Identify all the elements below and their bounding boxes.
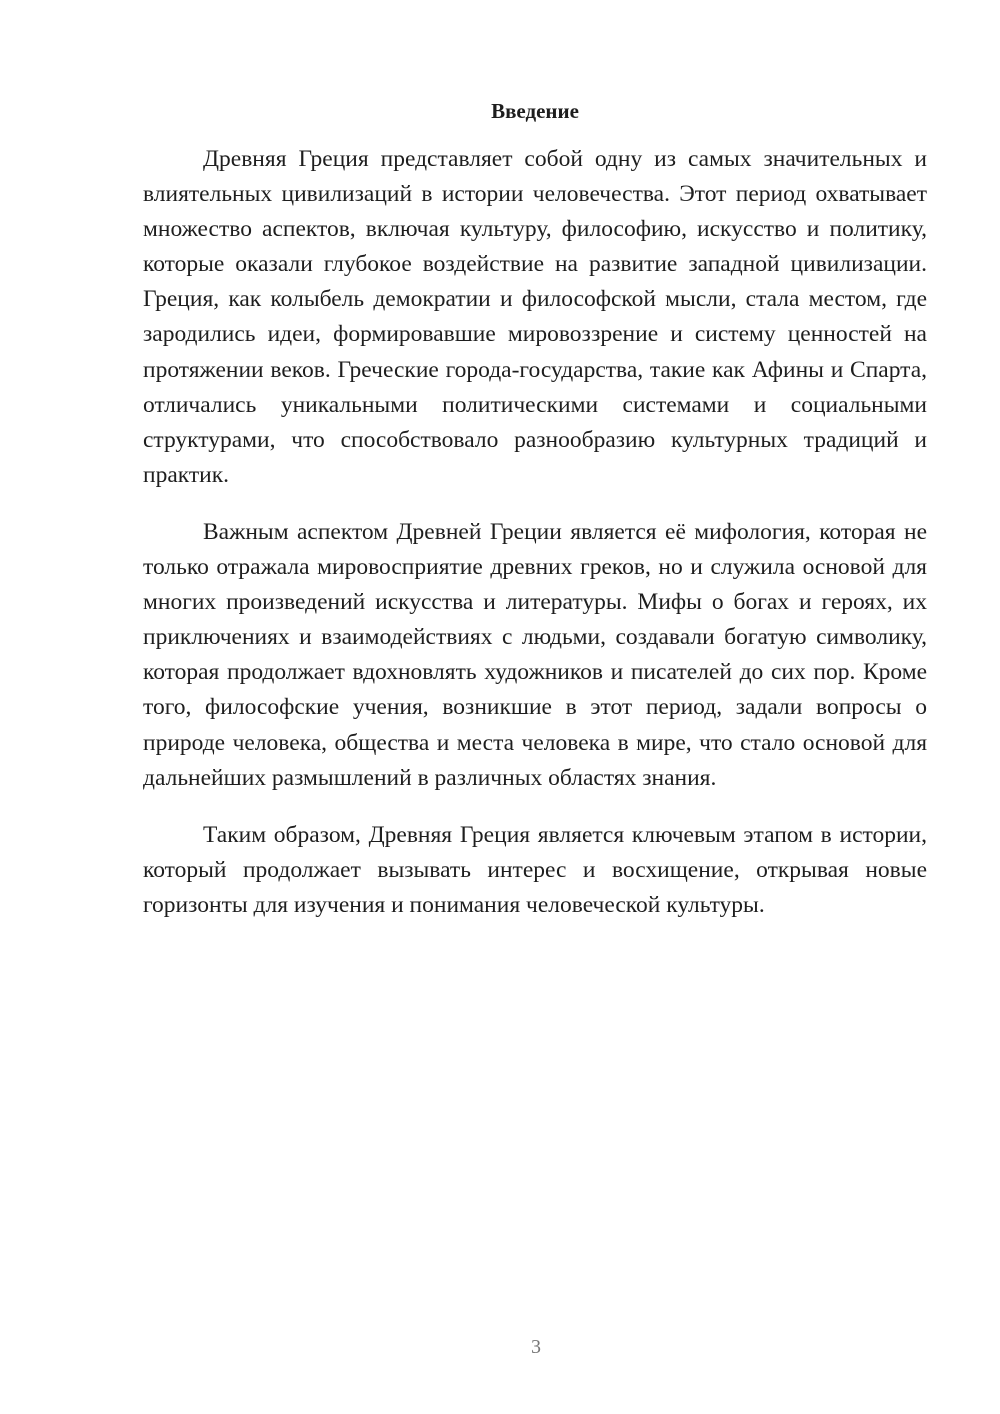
section-heading: Введение [491,99,579,123]
document-body [143,142,927,945]
paragraph-mythology: Важным аспектом Древней Греции является её мифология, которая не только отражала мировосприятие древних греков, но и служила основой для многих произведений искусства и литературы. Мифы о богах и героях, их приключениях и взаимодействиях с людьми, создавали богатую символику, которая продолжает вдохновлять художников и писателей до сих пор. Кроме того, философские учения, возникшие в этот период, задали вопросы о природе человека, общества и места человека в мире, что стало основой для дальнейших размышлений в различных областях знания. [143,518,927,791]
page-number: 3 [531,1336,541,1358]
paragraph-conclusion: Таким образом, Древняя Греция является ключевым этапом в истории, который продолжает вызывать интерес и восхищение, открывая новые горизонты для изучения и понимания человеческой культуры. [143,821,927,918]
paragraph-intro: Древняя Греция представляет собой одну из самых значительных и влиятельных цивилизаций в истории человечества. Этот период охватывает множество аспектов, включая культуру, философию, искусство и политику, которые оказали глубокое воздействие на развитие западной цивилизации. Греция, как колыбель демократии и философской мысли, стала местом, где зародились идеи, формировавшие мировоззрение и систему ценностей на протяжении веков. Греческие города-государства, такие как Афины и Спарта, отличались уникальными политическими системами и социальными структурами, что способствовало разнообразию культурных традиций и практик. [143,146,927,488]
